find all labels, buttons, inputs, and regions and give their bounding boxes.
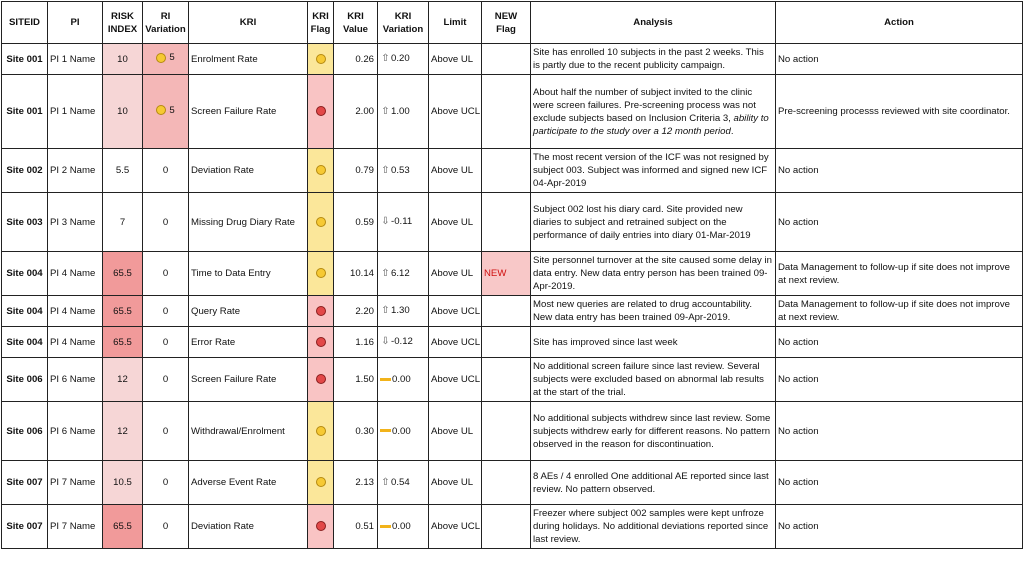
kri-flag-cell (308, 44, 334, 75)
kri-flag-cell (308, 252, 334, 296)
new-flag-cell: NEW (482, 252, 531, 296)
amber-circle-icon (156, 105, 166, 115)
action-cell[interactable]: No action (776, 327, 1023, 358)
red-flag-circle-icon (316, 306, 326, 316)
site-id-cell: Site 004 (2, 252, 48, 296)
header-kri-value[interactable]: KRI Value (334, 2, 378, 44)
table-row[interactable] (2, 252, 1023, 296)
arrow-down-icon: ⇩ (381, 216, 390, 228)
kri-name-cell: Withdrawal/Enrolment (189, 402, 308, 461)
header-kri[interactable]: KRI (189, 2, 308, 44)
kri-name-cell: Deviation Rate (189, 505, 308, 549)
kri-name-cell: Time to Data Entry (189, 252, 308, 296)
amber-flag-circle-icon (316, 268, 326, 278)
risk-index-cell: 65.5 (103, 327, 143, 358)
ri-variation-wrap (156, 104, 174, 117)
new-flag-cell (482, 402, 531, 461)
ri-variation-value: 0 (162, 425, 169, 437)
red-flag-circle-icon (316, 374, 326, 384)
analysis-cell[interactable] (531, 296, 776, 327)
action-cell[interactable]: No action (776, 461, 1023, 505)
risk-index-cell: 65.5 (103, 252, 143, 296)
ri-variation-value: 0 (162, 521, 169, 532)
action-cell[interactable]: Pre-screening processs reviewed with site coordinator. (776, 75, 1023, 149)
header-siteid[interactable]: SITEID (2, 2, 48, 44)
kri-flag-cell (308, 193, 334, 252)
action-cell[interactable]: No action (776, 358, 1023, 402)
analysis-text: Freezer where subject 002 samples were kept unfroze during holidays. No additional deviations reported since last review. (533, 508, 769, 545)
header-ri-variation[interactable]: RI Variation (143, 2, 189, 44)
analysis-cell[interactable] (531, 358, 776, 402)
ri-variation-value: 0 (162, 268, 169, 279)
ri-variation-value: 0 (162, 305, 169, 317)
ri-variation-cell (143, 252, 189, 296)
ri-variation-cell (143, 402, 189, 461)
limit-cell: Above UCL (429, 75, 482, 149)
ri-variation-cell (143, 327, 189, 358)
new-flag-cell (482, 149, 531, 193)
pi-name-cell: PI 6 Name (48, 358, 103, 402)
table-body (2, 44, 1023, 549)
ri-variation-cell (143, 193, 189, 252)
kri-name-cell: Query Rate (189, 296, 308, 327)
kri-variation-cell (378, 461, 429, 505)
header-risk-index[interactable]: RISK INDEX (103, 2, 143, 44)
kri-value-cell: 0.79 (334, 149, 378, 193)
amber-flag-circle-icon (316, 477, 326, 487)
action-cell[interactable]: No action (776, 193, 1023, 252)
header-limit[interactable]: Limit (429, 2, 482, 44)
kri-variation-value: 0.00 (392, 425, 411, 437)
arrow-down-icon: ⇩ (381, 336, 390, 348)
kri-variation-value: 0.53 (391, 165, 410, 177)
arrow-up-icon: ⇧ (381, 105, 390, 117)
header-kri-flag[interactable]: KRI Flag (308, 2, 334, 44)
pi-name-cell: PI 1 Name (48, 44, 103, 75)
limit-cell: Above UL (429, 44, 482, 75)
kri-variation-cell (378, 44, 429, 75)
table-row[interactable] (2, 44, 1023, 75)
ri-variation-cell (143, 44, 189, 75)
header-action[interactable]: Action (776, 2, 1023, 44)
table-row[interactable] (2, 149, 1023, 193)
limit-cell: Above UL (429, 402, 482, 461)
arrow-up-icon: ⇧ (381, 476, 390, 488)
analysis-italic-text: ability to participate to the study over a 12 month period (533, 112, 769, 137)
amber-flag-circle-icon (316, 165, 326, 175)
analysis-text: Site personnel turnover at the site caused some delay in data entry. New data entry person has been trained 09-Apr-2019. (533, 255, 772, 292)
new-flag-cell (482, 296, 531, 327)
risk-index-cell: 5.5 (103, 149, 143, 193)
kri-variation-cell (378, 193, 429, 252)
analysis-cell[interactable] (531, 402, 776, 461)
header-pi[interactable]: PI (48, 2, 103, 44)
kri-flag-cell (308, 358, 334, 402)
table-row[interactable] (2, 358, 1023, 402)
action-cell[interactable]: No action (776, 44, 1023, 75)
analysis-cell[interactable] (531, 149, 776, 193)
kri-variation-value: 6.12 (391, 268, 410, 280)
site-id-cell: Site 007 (2, 461, 48, 505)
analysis-cell[interactable] (531, 44, 776, 75)
ri-variation-cell (143, 461, 189, 505)
arrow-up-icon: ⇧ (381, 305, 390, 317)
site-id-cell: Site 001 (2, 75, 48, 149)
action-cell[interactable]: No action (776, 149, 1023, 193)
pi-name-cell: PI 4 Name (48, 252, 103, 296)
limit-cell: Above UCL (429, 505, 482, 549)
action-cell[interactable]: No action (776, 402, 1023, 461)
kri-variation-cell (378, 505, 429, 549)
header-new-flag[interactable]: NEW Flag (482, 2, 531, 44)
arrow-up-icon: ⇧ (381, 267, 390, 279)
kri-flag-cell (308, 402, 334, 461)
analysis-text: Site has improved since last week (533, 336, 678, 348)
analysis-cell[interactable]: About half the number of subject invited to the clinic were screen failures. Pre-screening process was not exclude subjects based on Inclusion Criteria 3, ability to participate to the study over a 12 month period. (531, 75, 776, 149)
ri-variation-value: 0 (162, 165, 169, 176)
pi-name-cell: PI 6 Name (48, 402, 103, 461)
red-flag-circle-icon (316, 106, 326, 116)
action-cell[interactable]: Data Management to follow-up if site does not improve at next review. (776, 296, 1023, 327)
pi-name-cell: PI 3 Name (48, 193, 103, 252)
kri-variation-cell (378, 252, 429, 296)
table-row[interactable] (2, 193, 1023, 252)
analysis-text: Site has enrolled 10 subjects in the past 2 weeks. This is partly due to the recent publicity campaign. (533, 47, 764, 71)
kri-flag-cell (308, 327, 334, 358)
kri-variation-cell (378, 149, 429, 193)
amber-circle-icon (156, 53, 166, 63)
site-id-cell: Site 004 (2, 327, 48, 358)
pi-name-cell: PI 4 Name (48, 296, 103, 327)
red-flag-circle-icon (316, 521, 326, 531)
new-flag-cell (482, 193, 531, 252)
analysis-text: The most recent version of the ICF was not resigned by subject 003. Subject was informed and signed new ICF 04-Apr-2019 (533, 152, 769, 189)
ri-variation-value: 0 (162, 374, 169, 385)
amber-flag-circle-icon (316, 426, 326, 436)
kri-name-cell: Error Rate (189, 327, 308, 358)
amber-flag-circle-icon (316, 54, 326, 64)
kri-variation-cell (378, 402, 429, 461)
limit-cell: Above UCL (429, 327, 482, 358)
pi-name-cell: PI 7 Name (48, 505, 103, 549)
pi-name-cell: PI 1 Name (48, 75, 103, 149)
kri-variation-cell (378, 327, 429, 358)
arrow-up-icon: ⇧ (381, 53, 390, 65)
analysis-cell[interactable] (531, 505, 776, 549)
kri-name-cell: Missing Drug Diary Rate (189, 193, 308, 252)
kri-flag-cell (308, 296, 334, 327)
kri-name-cell: Adverse Event Rate (189, 461, 308, 505)
ri-variation-value: 0 (162, 477, 169, 488)
kri-value-cell: 2.13 (334, 461, 378, 505)
kri-value-cell: 1.16 (334, 327, 378, 358)
table-row[interactable] (2, 296, 1023, 327)
risk-index-cell: 10.5 (103, 461, 143, 505)
site-id-cell: Site 007 (2, 505, 48, 549)
risk-index-cell: 10 (103, 75, 143, 149)
risk-index-cell: 12 (103, 358, 143, 402)
site-id-cell: Site 001 (2, 44, 48, 75)
kri-name-cell: Screen Failure Rate (189, 358, 308, 402)
table-row[interactable] (2, 402, 1023, 461)
analysis-cell[interactable] (531, 461, 776, 505)
analysis-cell[interactable] (531, 327, 776, 358)
action-cell[interactable]: No action (776, 505, 1023, 549)
analysis-text: No additional screen failure since last review. Several subjects were excluded based on abnormal lab results at the start of the trial. (533, 361, 764, 398)
kri-value-cell: 0.59 (334, 193, 378, 252)
kri-variation-value: 0.54 (391, 477, 410, 489)
kri-variation-value: 1.30 (391, 305, 410, 317)
limit-cell: Above UCL (429, 296, 482, 327)
limit-cell: Above UL (429, 149, 482, 193)
site-id-cell: Site 006 (2, 358, 48, 402)
action-cell[interactable]: Data Management to follow-up if site does not improve at next review. (776, 252, 1023, 296)
new-flag-cell (482, 505, 531, 549)
kri-flag-cell (308, 149, 334, 193)
kri-variation-value: 0.20 (391, 53, 410, 65)
new-flag-cell (482, 327, 531, 358)
limit-cell: Above UL (429, 193, 482, 252)
analysis-text: About half the number of subject invited to the clinic were screen failures. Pre-screening process was not exclude subjects based on Inclusion Criteria 3, (533, 86, 756, 124)
risk-index-cell: 12 (103, 402, 143, 461)
risk-index-cell: 10 (103, 44, 143, 75)
site-id-cell: Site 004 (2, 296, 48, 327)
risk-index-cell: 65.5 (103, 296, 143, 327)
site-id-cell: Site 006 (2, 402, 48, 461)
table-row[interactable] (2, 461, 1023, 505)
kri-flag-cell (308, 461, 334, 505)
kri-variation-cell (378, 75, 429, 149)
table-row[interactable] (2, 327, 1023, 358)
ri-variation-value: 0 (162, 336, 169, 348)
new-flag-cell (482, 75, 531, 149)
limit-cell: Above UL (429, 252, 482, 296)
risk-index-cell: 7 (103, 193, 143, 252)
limit-cell: Above UL (429, 461, 482, 505)
pi-name-cell: PI 2 Name (48, 149, 103, 193)
kri-name-cell: Deviation Rate (189, 149, 308, 193)
pi-name-cell: PI 7 Name (48, 461, 103, 505)
site-id-cell: Site 003 (2, 193, 48, 252)
new-flag-cell (482, 358, 531, 402)
kri-value-cell: 0.26 (334, 44, 378, 75)
ri-variation-value: 0 (162, 216, 169, 228)
ri-variation-cell (143, 505, 189, 549)
analysis-cell[interactable] (531, 252, 776, 296)
new-flag-cell (482, 461, 531, 505)
kri-name-cell: Enrolment Rate (189, 44, 308, 75)
kri-flag-cell (308, 75, 334, 149)
kri-value-cell: 0.30 (334, 402, 378, 461)
header-row (2, 2, 1023, 44)
analysis-text: No additional subjects withdrew since last review. Some subjects withdrew early for different reasons. No pattern observed in the reason for discontinuation. (533, 412, 771, 450)
kri-value-cell: 10.14 (334, 252, 378, 296)
kri-value-cell: 2.20 (334, 296, 378, 327)
kri-variation-value: -0.11 (391, 216, 413, 228)
ri-variation-cell (143, 75, 189, 149)
ri-variation-value: 5 (169, 104, 175, 116)
pi-name-cell: PI 4 Name (48, 327, 103, 358)
flat-trend-icon (380, 525, 391, 528)
kri-value-cell: 2.00 (334, 75, 378, 149)
ri-variation-wrap (156, 51, 174, 64)
kri-value-cell: 0.51 (334, 505, 378, 549)
header-kri-variation[interactable]: KRI Variation (378, 2, 429, 44)
kri-variation-value: -0.12 (391, 336, 413, 348)
analysis-cell[interactable] (531, 193, 776, 252)
table-row[interactable] (2, 75, 1023, 149)
flat-trend-icon (380, 429, 391, 432)
limit-cell: Above UCL (429, 358, 482, 402)
analysis-text: Most new queries are related to drug accountability. New data entry has been trained 09-Apr-2019. (533, 299, 752, 323)
analysis-text: Subject 002 lost his diary card. Site provided new diaries to subject and retrained subject on the performance of daily entries into diary 01-Mar-2019 (533, 203, 751, 241)
ri-variation-value: 5 (169, 52, 175, 64)
flat-trend-icon (380, 378, 391, 381)
analysis-text: 8 AEs / 4 enrolled One additional AE reported since last review. No pattern observed. (533, 470, 769, 495)
kri-variation-value: 0.00 (392, 521, 411, 532)
arrow-up-icon: ⇧ (381, 164, 390, 176)
ri-variation-cell (143, 149, 189, 193)
risk-index-cell: 65.5 (103, 505, 143, 549)
new-flag-cell (482, 44, 531, 75)
amber-flag-circle-icon (316, 217, 326, 227)
table-row[interactable] (2, 505, 1023, 549)
kri-risk-table (1, 1, 1023, 549)
header-analysis[interactable]: Analysis (531, 2, 776, 44)
ri-variation-cell (143, 296, 189, 327)
kri-name-cell: Screen Failure Rate (189, 75, 308, 149)
ri-variation-cell (143, 358, 189, 402)
kri-variation-cell (378, 358, 429, 402)
kri-flag-cell (308, 505, 334, 549)
site-id-cell: Site 002 (2, 149, 48, 193)
kri-variation-value: 0.00 (392, 374, 411, 385)
kri-variation-cell (378, 296, 429, 327)
red-flag-circle-icon (316, 337, 326, 347)
kri-value-cell: 1.50 (334, 358, 378, 402)
kri-variation-value: 1.00 (391, 106, 410, 118)
